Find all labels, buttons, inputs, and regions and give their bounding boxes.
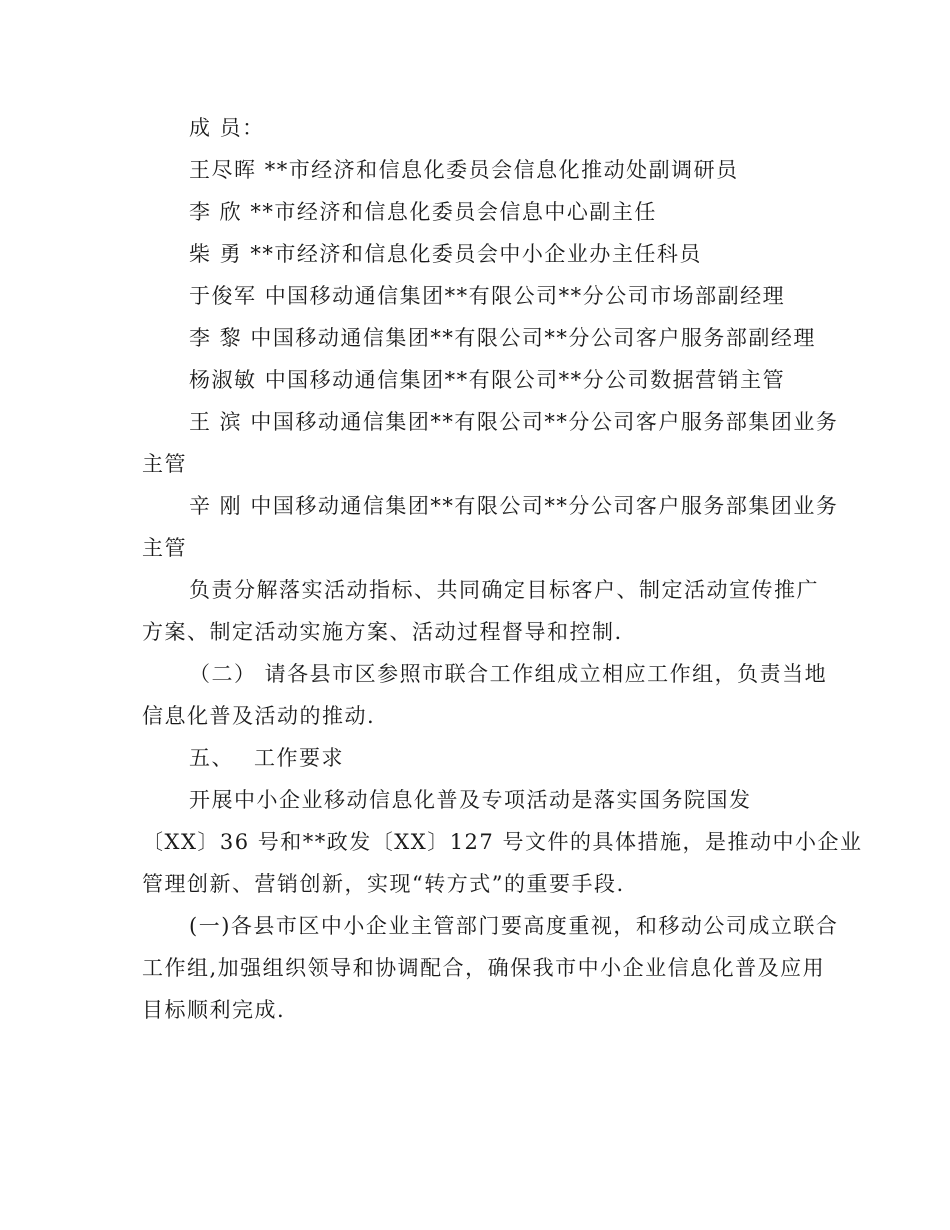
member-entry <box>142 233 822 275</box>
paragraph-line: 目标顺利完成. <box>142 998 286 1022</box>
member-name: 王尽晖 <box>189 158 257 182</box>
member-line <box>142 191 822 233</box>
member-line <box>142 233 822 275</box>
member-entry <box>142 359 822 401</box>
member-name: 柴 勇 <box>189 242 243 266</box>
member-name: 李 欣 <box>189 200 243 224</box>
section-number: 五、 <box>189 746 234 770</box>
member-name: 李 黎 <box>189 326 243 350</box>
member-role: **市经济和信息化委员会中小企业办主任科员 <box>250 242 702 266</box>
member-role: 中国移动通信集团**有限公司**分公司客户服务部集团业务 <box>250 494 839 518</box>
member-entry <box>142 317 822 359</box>
document-body <box>142 107 863 1031</box>
member-line <box>142 485 839 527</box>
member-name: 王 滨 <box>189 410 243 434</box>
member-role-continued: 主管 <box>142 536 187 560</box>
section-heading-line <box>142 737 822 779</box>
member-entry <box>142 275 822 317</box>
member-role-continued: 主管 <box>142 452 187 476</box>
member-entry <box>142 191 822 233</box>
member-line <box>142 275 822 317</box>
member-entry <box>142 485 839 569</box>
paragraph-line: （二） 请各县市区参照市联合工作组成立相应工作组，负责当地 <box>189 662 828 686</box>
members-heading <box>142 107 822 149</box>
requirement-one-paragraph <box>142 905 839 1031</box>
member-entry <box>142 149 822 191</box>
section-title: 工作要求 <box>254 746 344 770</box>
member-role: **市经济和信息化委员会信息化推动处副调研员 <box>264 158 739 182</box>
paragraph-line: 〔XX〕36 号和**政发〔XX〕127 号文件的具体措施，是推动中小企业 <box>142 830 863 854</box>
member-role: 中国移动通信集团**有限公司**分公司客户服务部集团业务 <box>250 410 839 434</box>
paragraph-line: 方案、制定活动实施方案、活动过程督导和控制. <box>142 620 623 644</box>
member-role: **市经济和信息化委员会信息中心副主任 <box>250 200 657 224</box>
member-role: 中国移动通信集团**有限公司**分公司市场部副经理 <box>264 284 786 308</box>
member-name: 杨淑敏 <box>189 368 257 392</box>
section-heading <box>142 737 822 779</box>
member-line <box>142 317 822 359</box>
members-heading-text: 成 员： <box>189 116 265 140</box>
member-entry <box>142 401 839 485</box>
member-role: 中国移动通信集团**有限公司**分公司数据营销主管 <box>264 368 786 392</box>
intro-paragraph <box>142 779 863 905</box>
item-two-paragraph <box>142 653 828 737</box>
paragraph-line: 负责分解落实活动指标、共同确定目标客户、制定活动宣传推广 <box>189 578 819 602</box>
member-role: 中国移动通信集团**有限公司**分公司客户服务部副经理 <box>250 326 816 350</box>
paragraph-line: (一)各县市区中小企业主管部门要高度重视，和移动公司成立联合 <box>189 914 839 938</box>
member-line <box>142 359 822 401</box>
member-line <box>142 149 822 191</box>
paragraph-line: 工作组,加强组织领导和协调配合，确保我市中小企业信息化普及应用 <box>142 956 826 980</box>
paragraph-line: 开展中小企业移动信息化普及专项活动是落实国务院国发 <box>189 788 752 812</box>
member-line <box>142 401 839 443</box>
paragraph-line: 信息化普及活动的推动. <box>142 704 376 728</box>
member-name: 辛 刚 <box>189 494 243 518</box>
member-name: 于俊军 <box>189 284 257 308</box>
paragraph-line: 管理创新、营销创新，实现“转方式”的重要手段. <box>142 872 625 896</box>
responsibility-paragraph <box>142 569 822 653</box>
